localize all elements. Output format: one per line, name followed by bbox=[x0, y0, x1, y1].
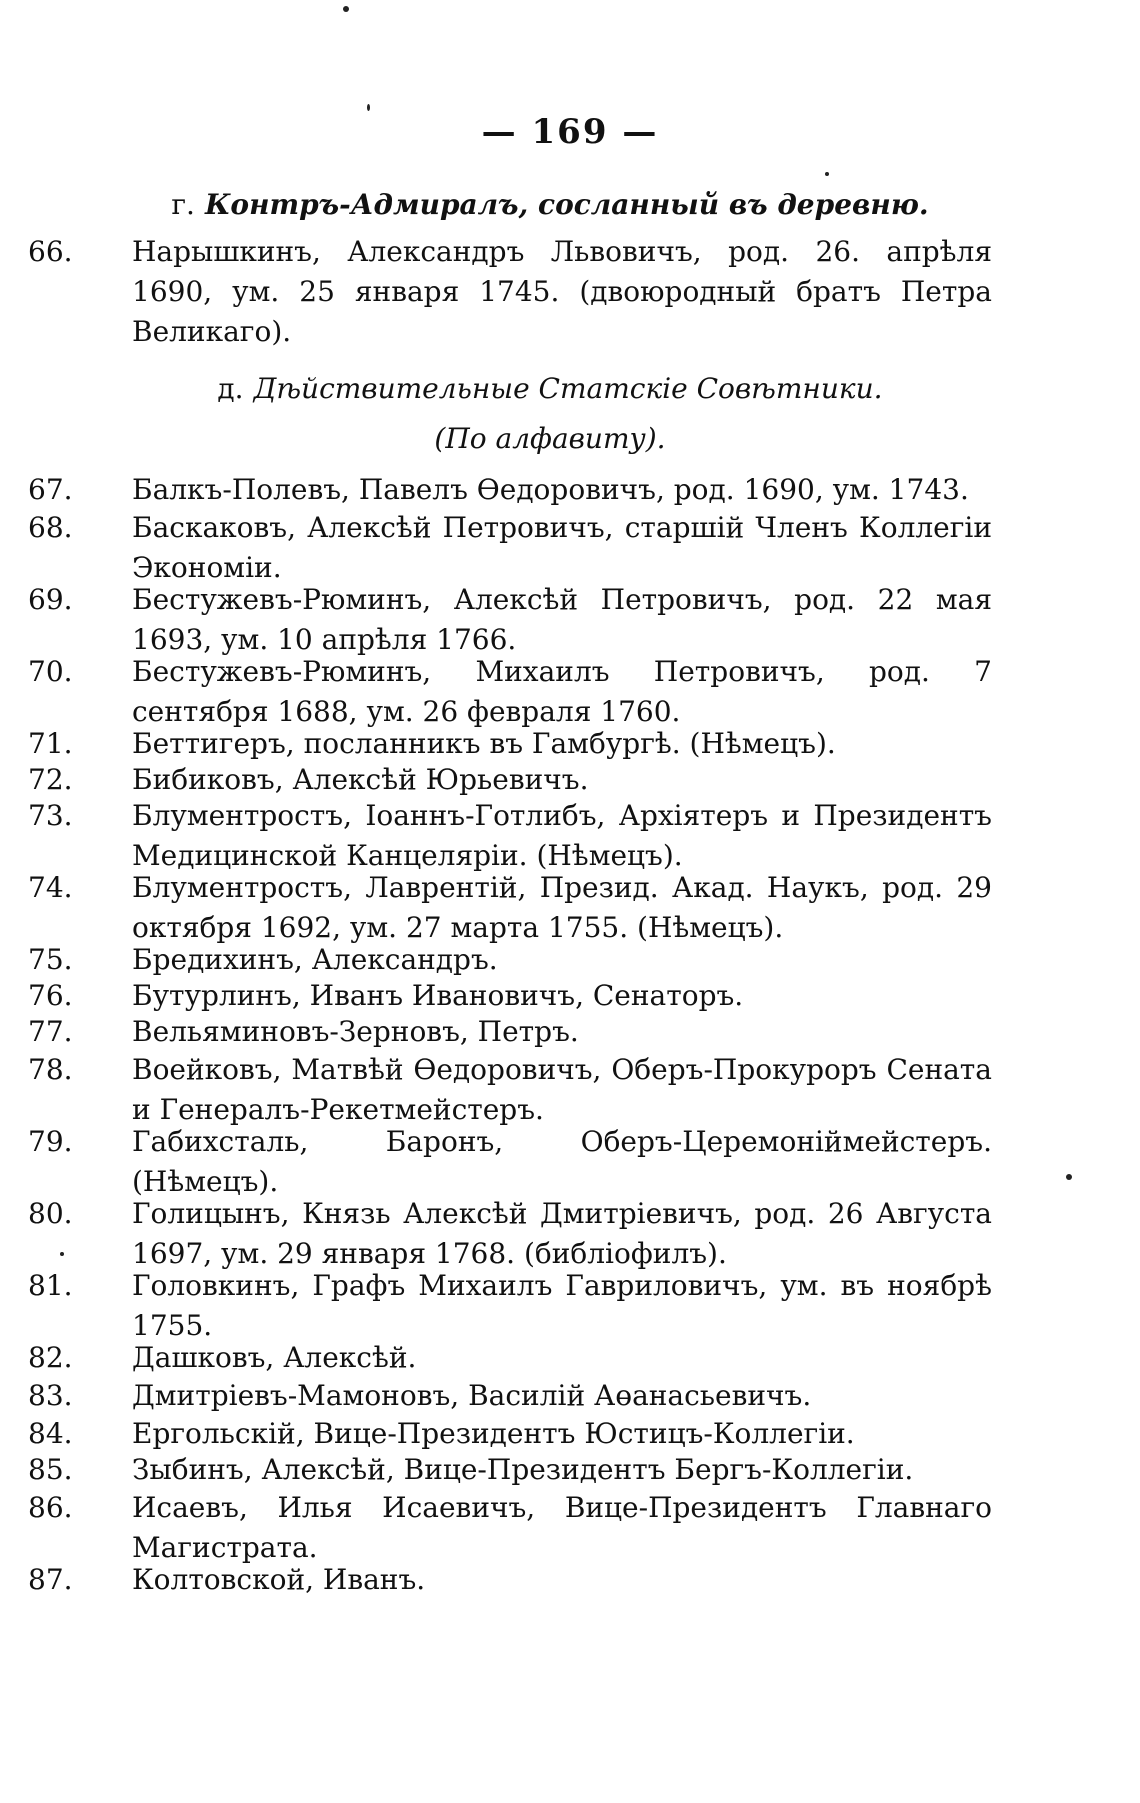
entry-text: Баскаковъ, Алексѣй Петровичъ, старшій Членъ Коллегіи Экономіи. bbox=[132, 511, 992, 584]
section-subtitle: (По алфавиту). bbox=[434, 422, 666, 455]
entry-number: 77. bbox=[28, 1015, 73, 1048]
entry-85 bbox=[28, 1450, 992, 1490]
entry-number: 79. bbox=[28, 1125, 73, 1158]
entry-number: 86. bbox=[28, 1491, 73, 1524]
entry-number: 83. bbox=[28, 1379, 73, 1412]
entry-number: 82. bbox=[28, 1341, 73, 1374]
entry-81 bbox=[28, 1266, 992, 1346]
entry-number: 66. bbox=[28, 235, 73, 268]
entry-text: Бутурлинъ, Иванъ Ивановичъ, Сенаторъ. bbox=[132, 979, 744, 1012]
entry-number: 87. bbox=[28, 1563, 73, 1596]
entry-number: 74. bbox=[28, 871, 73, 904]
entry-71 bbox=[28, 724, 992, 764]
section-heading-g bbox=[0, 188, 1100, 221]
entry-74 bbox=[28, 868, 992, 948]
entry-84 bbox=[28, 1414, 992, 1454]
entry-67 bbox=[28, 470, 992, 510]
entry-76 bbox=[28, 976, 992, 1016]
entry-text: Блументростъ, Лаврентій, Презид. Акад. Наукъ, род. 29 октября 1692, ум. 27 марта 1755. (Нѣмецъ). bbox=[132, 871, 992, 944]
entry-text: Головкинъ, Графъ Михаилъ Гавриловичъ, ум. въ ноябрѣ 1755. bbox=[132, 1269, 992, 1342]
section-title: Дѣйствительные Статскіе Совѣтники. bbox=[253, 372, 883, 405]
entry-number: 84. bbox=[28, 1417, 73, 1450]
entry-text: Нарышкинъ, Александръ Львовичъ, род. 26. апрѣля 1690, ум. 25 января 1745. (двоюродный братъ Петра Великаго). bbox=[132, 235, 992, 348]
scan-speck bbox=[60, 1252, 64, 1256]
entry-73 bbox=[28, 796, 992, 876]
section-title: Контръ-Адмиралъ, сосланный въ деревню. bbox=[204, 188, 929, 221]
entry-66 bbox=[28, 232, 992, 352]
scan-speck bbox=[367, 104, 370, 111]
entry-number: 78. bbox=[28, 1053, 73, 1086]
entry-77 bbox=[28, 1012, 992, 1052]
entry-78 bbox=[28, 1050, 992, 1130]
entry-83 bbox=[28, 1376, 992, 1416]
entry-number: 69. bbox=[28, 583, 73, 616]
entry-text: Балкъ-Полевъ, Павелъ Өедоровичъ, род. 1690, ум. 1743. bbox=[132, 473, 969, 506]
entry-text: Дашковъ, Алексѣй. bbox=[132, 1341, 417, 1374]
entry-text: Бестужевъ-Рюминъ, Михаилъ Петровичъ, род. 7 сентября 1688, ум. 26 февраля 1760. bbox=[132, 655, 992, 728]
entry-text: Бредихинъ, Александръ. bbox=[132, 943, 498, 976]
entry-70 bbox=[28, 652, 992, 732]
scan-speck bbox=[1066, 1174, 1072, 1180]
entry-69 bbox=[28, 580, 992, 660]
entry-number: 67. bbox=[28, 473, 73, 506]
entry-number: 75. bbox=[28, 943, 73, 976]
entry-text: Вельяминовъ-Зерновъ, Петръ. bbox=[132, 1015, 579, 1048]
entry-68 bbox=[28, 508, 992, 588]
entry-text: Колтовской, Иванъ. bbox=[132, 1563, 426, 1596]
entry-text: Габихсталь, Баронъ, Оберъ-Церемоніймейстеръ. (Нѣмецъ). bbox=[132, 1125, 992, 1198]
entry-text: Дмитріевъ-Мамоновъ, Василій Аөанасьевичъ. bbox=[132, 1379, 812, 1412]
entry-text: Воейковъ, Матвѣй Өедоровичъ, Оберъ-Прокуроръ Сената и Генералъ-Рекетмейстеръ. bbox=[132, 1053, 992, 1126]
section-heading-d bbox=[0, 372, 1100, 405]
entry-number: 68. bbox=[28, 511, 73, 544]
entry-79 bbox=[28, 1122, 992, 1202]
entry-number: 71. bbox=[28, 727, 73, 760]
entry-text: Голицынъ, Князь Алексѣй Дмитріевичъ, род. 26 Августа 1697, ум. 29 января 1768. (библіофилъ). bbox=[132, 1197, 992, 1270]
entry-72 bbox=[28, 760, 992, 800]
scan-speck bbox=[825, 172, 829, 176]
entry-text: Бибиковъ, Алексѣй Юрьевичъ. bbox=[132, 763, 589, 796]
entry-text: Блументростъ, Іоаннъ-Готлибъ, Архіятеръ и Президентъ Медицинской Канцеляріи. (Нѣмецъ). bbox=[132, 799, 992, 872]
scan-speck bbox=[343, 6, 349, 12]
entry-text: Бестужевъ-Рюминъ, Алексѣй Петровичъ, род. 22 мая 1693, ум. 10 апрѣля 1766. bbox=[132, 583, 992, 656]
entry-number: 76. bbox=[28, 979, 73, 1012]
entry-number: 72. bbox=[28, 763, 73, 796]
entry-87 bbox=[28, 1560, 992, 1600]
section-letter: д. bbox=[217, 372, 244, 405]
entry-75 bbox=[28, 940, 992, 980]
entry-text: Беттигеръ, посланникъ въ Гамбургѣ. (Нѣмецъ). bbox=[132, 727, 836, 760]
entry-number: 85. bbox=[28, 1453, 73, 1486]
section-letter: г. bbox=[171, 188, 195, 221]
entry-number: 73. bbox=[28, 799, 73, 832]
entry-text: Ергольскій, Вице-Президентъ Юстицъ-Коллегіи. bbox=[132, 1417, 855, 1450]
entry-86 bbox=[28, 1488, 992, 1568]
entry-number: 70. bbox=[28, 655, 73, 688]
entry-number: 80. bbox=[28, 1197, 73, 1230]
entry-text: Исаевъ, Илья Исаевичъ, Вице-Президентъ Главнаго Магистрата. bbox=[132, 1491, 992, 1564]
entry-number: 81. bbox=[28, 1269, 73, 1302]
entry-82 bbox=[28, 1338, 992, 1378]
entry-80 bbox=[28, 1194, 992, 1274]
page-number: — 169 — bbox=[481, 112, 659, 152]
entry-text: Зыбинъ, Алексѣй, Вице-Президентъ Бергъ-Коллегіи. bbox=[132, 1453, 914, 1486]
